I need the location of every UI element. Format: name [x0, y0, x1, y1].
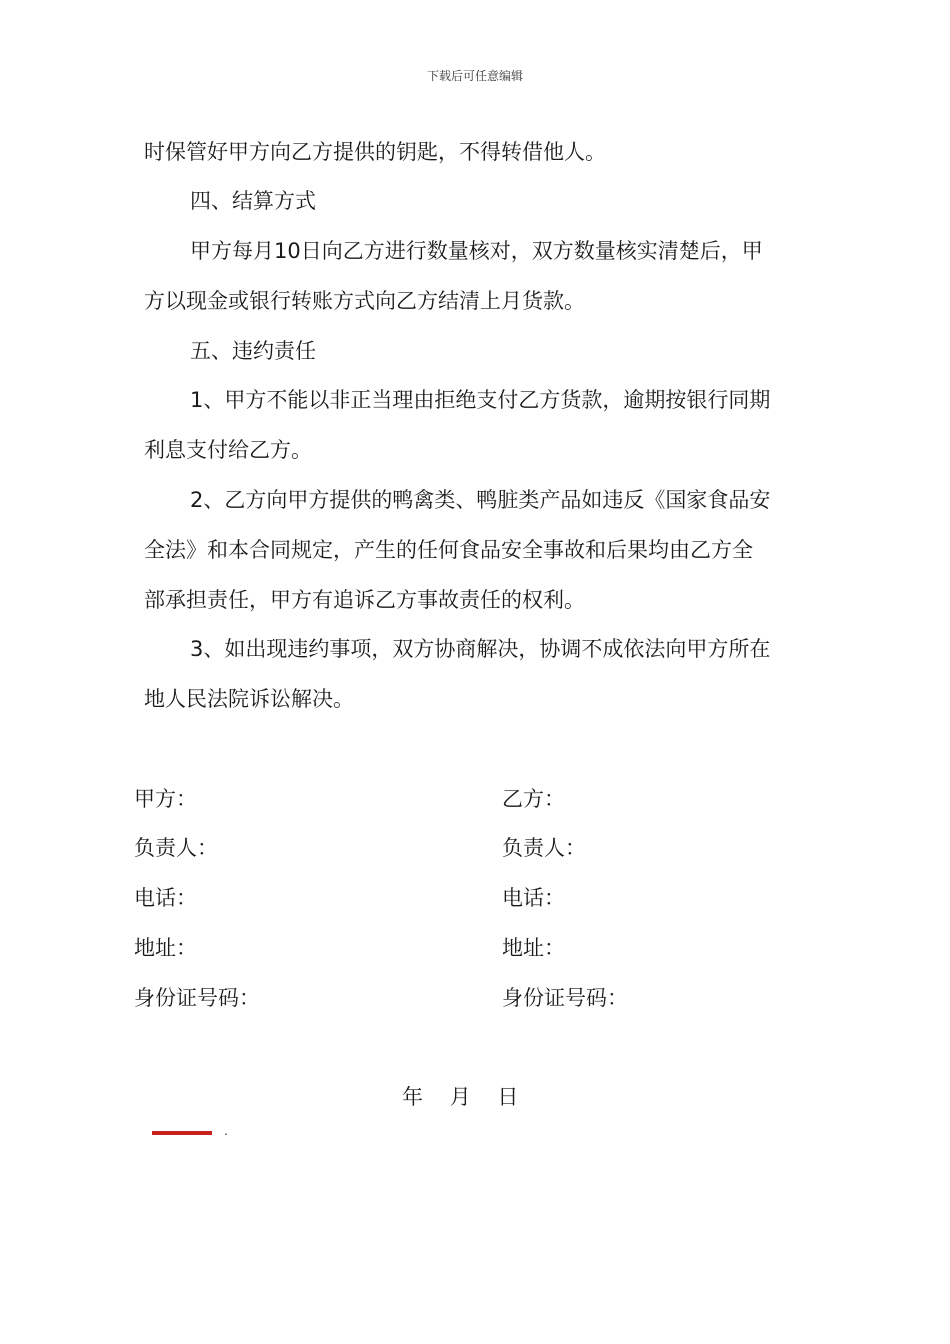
party-a-responsible-label: 负责人：: [134, 836, 218, 860]
paragraph-line: 3、如出现违约事项，双方协商解决，协调不成依法向甲方所在: [190, 637, 771, 661]
red-accent-bar: [152, 1131, 212, 1135]
paragraph-line: 1、甲方不能以非正当理由拒绝支付乙方货款，逾期按银行同期: [190, 388, 771, 412]
party-a-name-label: 甲方：: [134, 787, 197, 811]
party-b-name-label: 乙方：: [502, 787, 565, 811]
page-header: 下载后可任意编辑: [426, 69, 523, 83]
party-b-phone-label: 电话：: [502, 886, 565, 910]
section-heading: 四、结算方式: [190, 189, 316, 213]
paragraph-line: 时保管好甲方向乙方提供的钥匙，不得转借他人。: [144, 140, 606, 164]
paragraph-line: 利息支付给乙方。: [144, 438, 312, 462]
signing-date: 年 月 日: [402, 1085, 519, 1109]
paragraph-line: 方以现金或银行转账方式向乙方结清上月货款。: [144, 289, 585, 313]
party-b-id-label: 身份证号码：: [502, 986, 628, 1010]
section-heading: 五、违约责任: [190, 339, 316, 363]
party-b-address-label: 地址：: [502, 936, 565, 960]
footer-dot: .: [224, 1124, 228, 1138]
party-a-phone-label: 电话：: [134, 886, 197, 910]
paragraph-line: 2、乙方向甲方提供的鸭禽类、鸭脏类产品如违反《国家食品安: [190, 488, 771, 512]
paragraph-line: 甲方每月10日向乙方进行数量核对，双方数量核实清楚后，甲: [190, 239, 763, 263]
party-b-responsible-label: 负责人：: [502, 836, 586, 860]
party-a-id-label: 身份证号码：: [134, 986, 260, 1010]
party-a-address-label: 地址：: [134, 936, 197, 960]
paragraph-line: 部承担责任，甲方有追诉乙方事故责任的权利。: [144, 588, 585, 612]
paragraph-line: 地人民法院诉讼解决。: [144, 687, 354, 711]
paragraph-line: 全法》和本合同规定，产生的任何食品安全事故和后果均由乙方全: [144, 538, 753, 562]
